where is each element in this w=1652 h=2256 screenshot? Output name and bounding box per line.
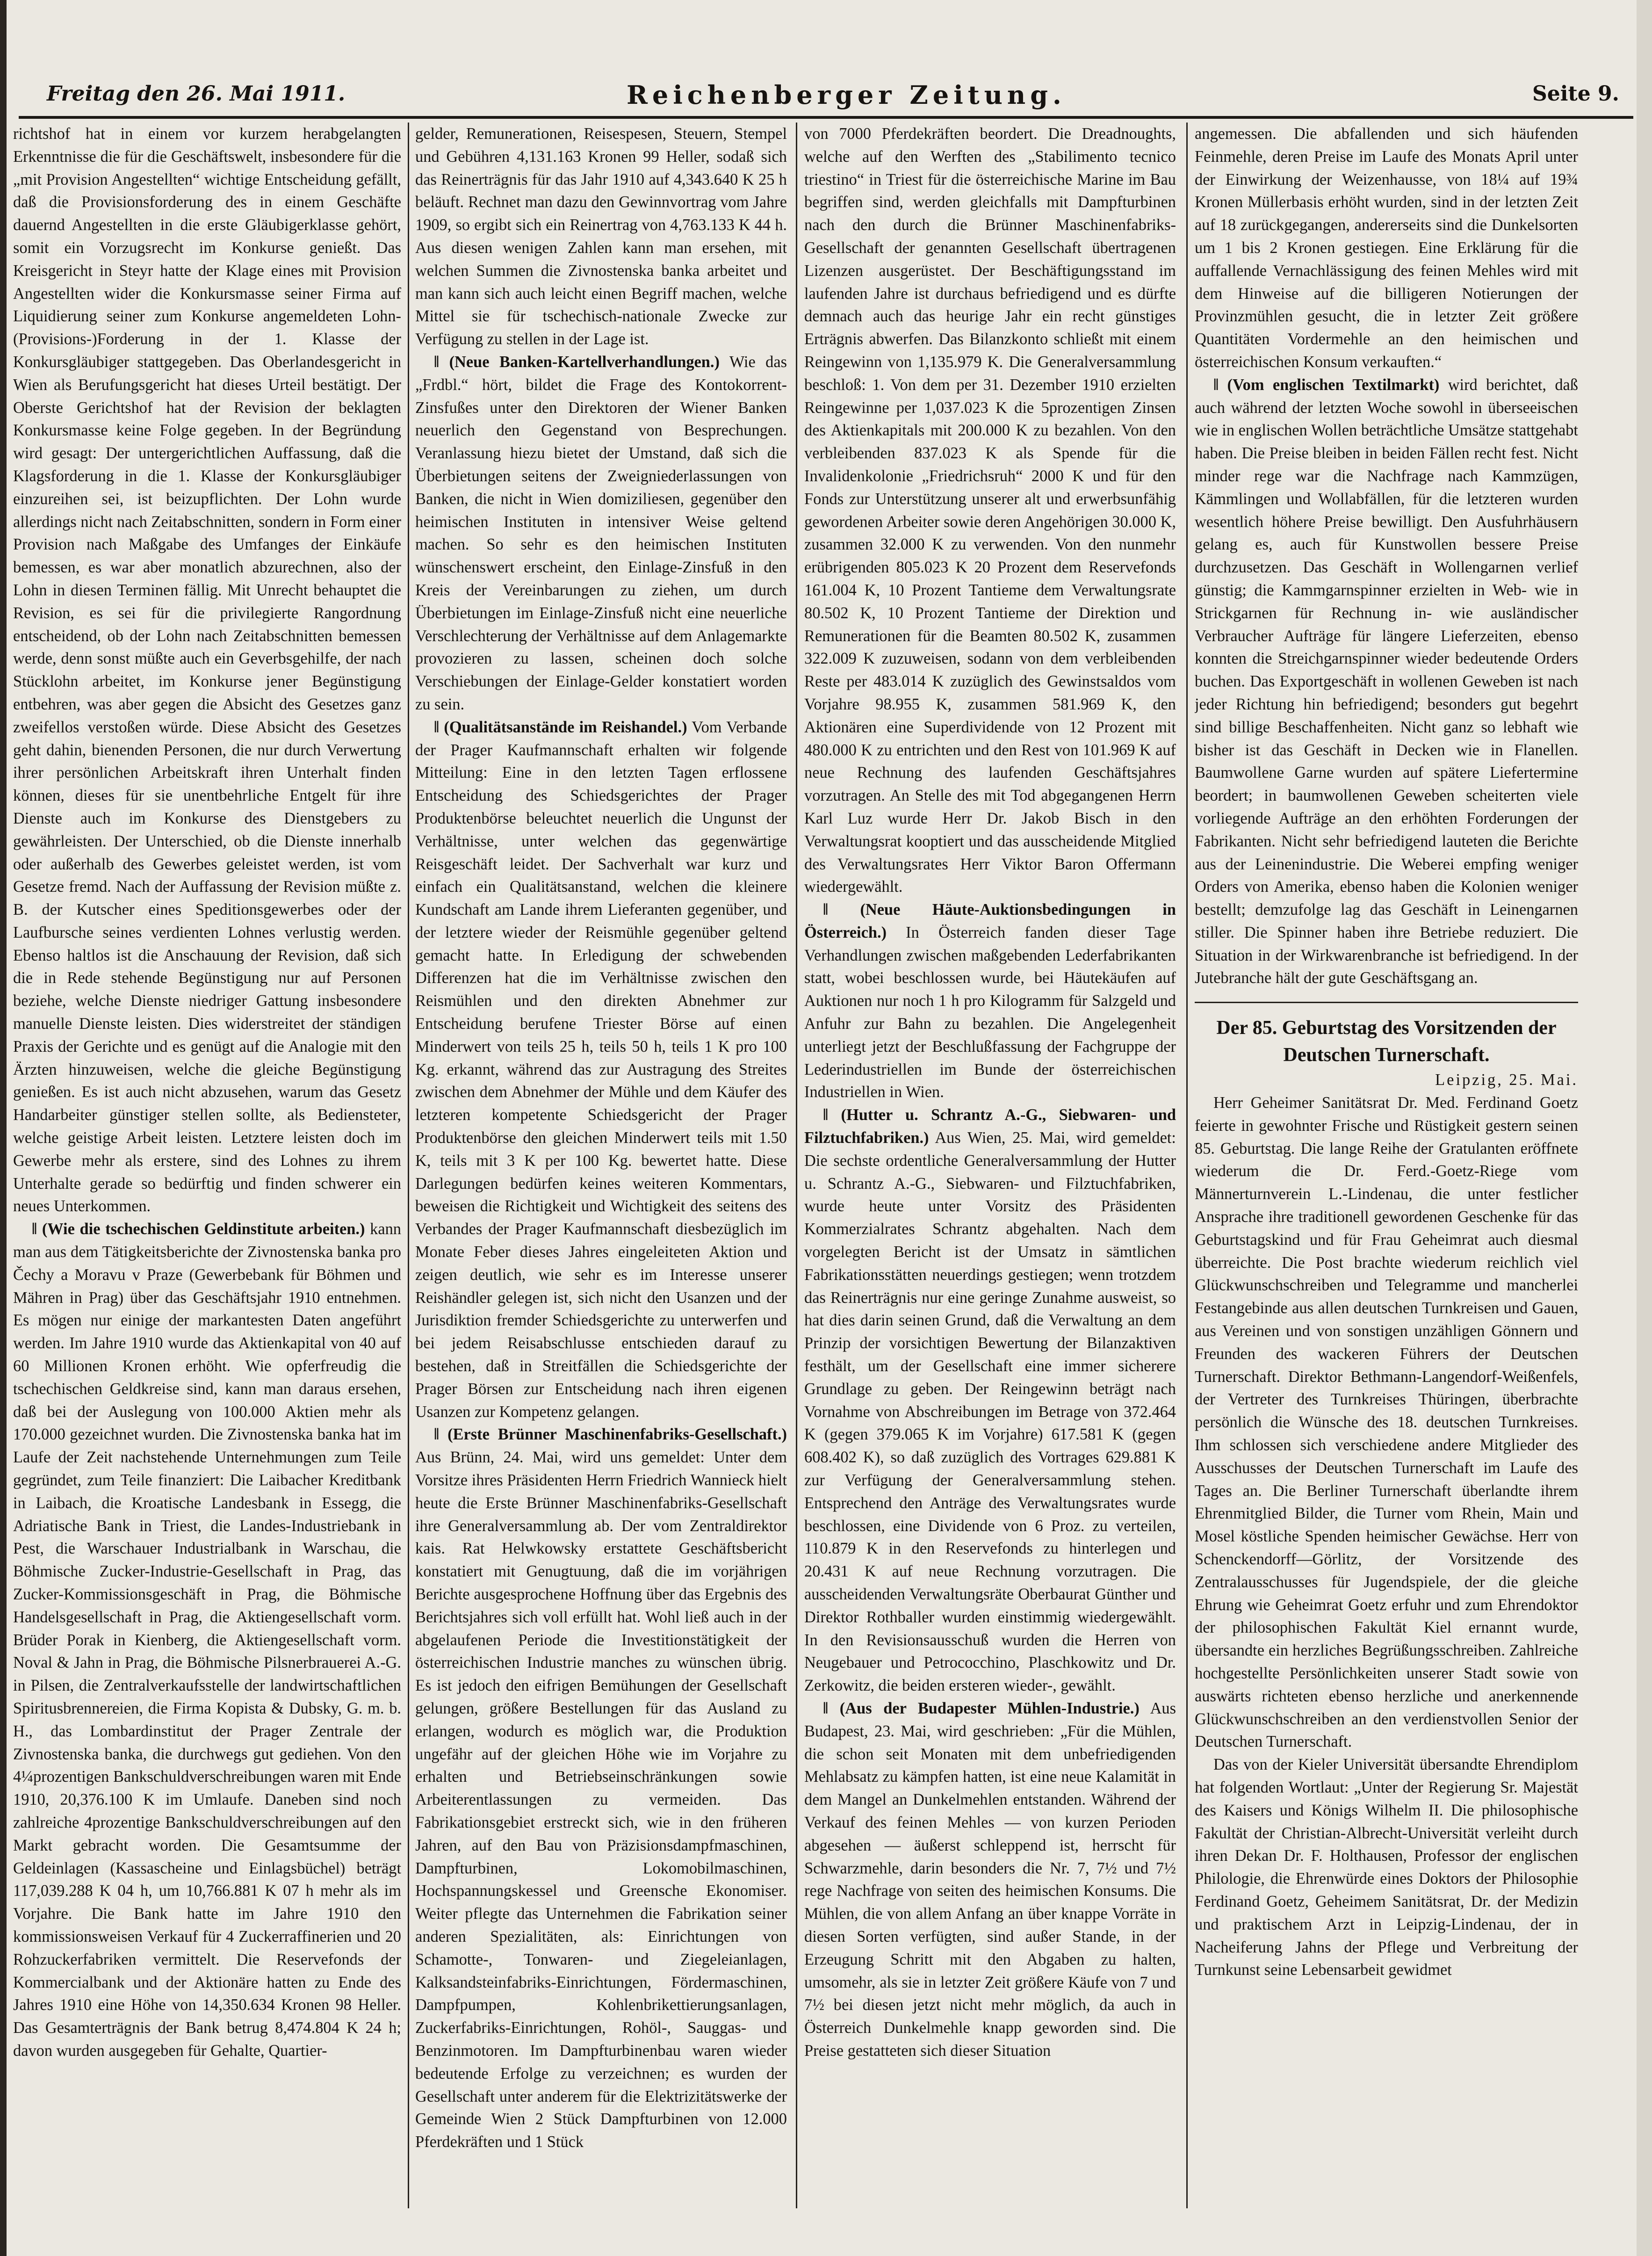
article-heading: (Erste Brünner Maschinenfabriks-Gesellschaft.) [447, 1425, 787, 1444]
article-heading: (Neue Banken-Kartellverhandlungen.) [449, 353, 720, 371]
article-paragraph [415, 716, 787, 1424]
section-marker: ‖ [434, 353, 449, 371]
section-rule [1195, 1002, 1578, 1003]
page-header [19, 82, 1633, 115]
article-text: Wie das „Frdbl.“ hört, bildet die Frage des Kontokorrent-Zinsfußes unter den Direktoren der Wiener Banken neuerlich den Gegenstand von Besprechungen. Veranlassung hiezu bietet der Umstand, daß sich die Überbietungen seitens der Zweigniederlassungen von Banken, die nicht in Wien domiziliesen, gegenüber den heimischen Instituten in intensiver Weise geltend machen. So sehr es den heimischen Instituten wünschenswert erscheint, den Einlage-Zinsfuß in den Kreis der Vereinbarungen zu ziehen, um durch Überbietungen im Einlage-Zinsfuß nicht eine neuerliche Verschlechterung der Verhältnisse auf dem Anlagemarkte provozieren zu lassen, scheinen doch solche Verschiebungen der Einlage-Gelder konstatiert worden zu sein. [415, 353, 787, 713]
column-divider [1186, 123, 1188, 2208]
scan-edge [0, 0, 7, 2256]
section-marker: ‖ [1213, 376, 1227, 394]
article-text: Herr Geheimer Sanitätsrat Dr. Med. Ferdinand Goetz feierte in gewohnter Frische und Rüstigkeit gestern seinen 85. Geburtstag. Die lange Reihe der Gratulanten eröffnete wiederum die Dr. Ferd.-Goetz-Riege vom Männerturnverein L.-Lindenau, die unter festlicher Ansprache ihre traditionell gewordenen Geschenke für das Geburtstagskind und für Frau Geheimrat auch diesmal überreichte. Die Post brachte wiederum reichlich viel Glückwunschschreiben und Telegramme und mancherlei Festangebinde aus allen deutschen Turnkreisen und Gauen, aus Vereinen und von sonstigen unzähligen Gönnern und Freunden des wackeren Führers der Deutschen Turnerschaft. Direktor Bethmann-Langendorf-Weißenfels, der Vertreter des Turnkreises Thüringen, überbrachte persönlich die Wünsche des 18. deutschen Turnkreises. Ihm schlossen sich verschiedene andere Mitglieder des Ausschusses der Deutschen Turnerschaft im Laufe des Tages an. Die Berliner Turnerschaft überlandte ihrem Ehrenmitglied Bilder, die Turner vom Rhein, Main und Mosel köstliche Spenden heimischer Gewächse. Herr von Schenckendorff—Görlitz, der Vorsitzende des Zentralausschusses für Jugendspiele, der die gleiche Ehrung wie Geheimrat Goetz erfuhr und zum Ehrendoktor der philosophischen Fakultät Kiel ernannt wurde, übersandte ein herzliches Begrüßungsschreiben. Zahlreiche hochgestellte Persönlichkeiten unserer Stadt sowie von auswärts richteten ebenso herzliche und anerkennende Glückwunschschreiben an den verdienstvollen Senior der Deutschen Turnerschaft. [1195, 1094, 1578, 1751]
article-headline: Der 85. Geburtstag des Vorsitzenden der Deutschen Turnerschaft. [1216, 1017, 1557, 1066]
article-paragraph [804, 898, 1176, 1104]
article-text: richtshof hat in einem vor kurzem herabgelangten Erkenntnisse die für die Geschäftswelt, insbesondere für die „mit Provision Angestellten“ wichtige Entscheidung gefällt, daß die Provisionsforderung des in einem Geschäfte dauernd Angestellten in die erste Gläubigerklasse gehört, somit ein Vorzugsrecht im Konkurse genießt. Das Kreisgericht in Steyr hatte der Klage eines mit Provision Angestellten wider die Konkursmasse seiner Firma auf Liquidierung seiner zum Konkurse angemeldeten Lohn-(Provisions-)Forderung in der 1. Klasse der Konkursgläubiger stattgegeben. Das Oberlandesgericht in Wien als Berufungsgericht hat dieses Urteil bestätigt. Der Oberste Gerichtshof hat der Revision der beklagten Konkursmasse keine Folge gegeben. In der Begründung wird gesagt: Der untergerichtlichen Auffassung, daß die Klagsforderung in die 1. Klasse der Konkursgläubiger einzureihen sei, ist beizupflichten. Der Lohn wurde allerdings nicht nach Zeitabschnitten, sondern in Form einer Provision nach Maßgabe des Umfanges der Einkäufe bemessen, es war aber monatlich abzurechnen, also der Lohn in diesen Terminen fällig. Mit Unrecht behauptet die Revision, es sei für die privilegierte Rangordnung entscheidend, ob der Lohn nach Zeitabschnitten bemessen werde, denn sonst müßte auch ein Geverbsgehilfe, der nach Stücklohn arbeitet, im Konkurse jener Begünstigung entbehren, was aber gegen die Absicht des Gesetzes ganz zweifellos verstoßen würde. Diese Absicht des Gesetzes geht dahin, bienenden Personen, die nur durch Verwertung ihrer persönlichen Arbeitskraft ihren Unterhalt finden können, dieses für sie unentbehrliche Entgelt für ihre Dienste auch im Konkurse des Dienstgebers zu gewährleisten. Der Unterschied, ob die Dienste innerhalb oder außerhalb des Gewerbes geleistet werden, ist vom Gesetze fremd. Nach der Auffassung der Revision müßte z. B. der Kutscher eines Speditionsgewerbes oder der Laufbursche seines verdienten Lohnes verlustig werden. Ebenso haltlos ist die Anschauung der Revision, daß sich die in Rede stehende Begünstigung nur auf Personen beziehe, welche Dienste niedriger Gattung insbesondere manuelle Dienste leisten. Dies widerstreitet der ständigen Praxis der Gerichte und es genügt auf die Analogie mit den Ärzten hinzuweisen, welche die gleiche Begünstigung genießen. Es ist auch nicht abzusehen, warum das Gesetz Handarbeiter günstiger stellen sollte, als Bediensteter, welche geistige Arbeit leisten. Letztere leisten doch im Gewerbe mehr als erstere, sind des Lohnes zu ihrem Unterhalte gerade so bedürftig und finden schwerer ein neues Unterkommen. [13, 125, 401, 1215]
page-number: Seite 9. [1532, 82, 1619, 106]
article-heading: (Qualitätsanstände im Reishandel.) [444, 718, 687, 736]
header-rule [19, 116, 1633, 119]
section-marker: ‖ [823, 1699, 840, 1717]
section-marker: ‖ [823, 1106, 841, 1124]
article-text: gelder, Remunerationen, Reisespesen, Steuern, Stempel und Gebühren 4,131.163 Kronen 99 Heller, sodaß sich das Reinerträgnis für das Jahr 1910 auf 4,343.640 K 25 h beläuft. Rechnet man dazu den Gewinnvortrag vom Jahre 1909, so ergibt sich ein Reinertrag von 4,763.133 K 44 h. Aus diesen wenigen Zahlen kann man ersehen, mit welchen Summen die Zivnostenska banka arbeitet und man kann sich auch leicht einen Begriff machen, welche Mittel sie für tschechisch-nationale Zwecke zur Verfügung zu stellen in der Lage ist. [415, 125, 787, 348]
column-3 [804, 123, 1176, 2199]
section-marker: ‖ [32, 1220, 42, 1238]
article-text: Das von der Kieler Universität übersandte Ehrendiplom hat folgenden Wortlaut: „Unter der Regierung Sr. Majestät des Kaisers und Königs Wilhelm II. Die philosophische Fakultät der Christian-Albrecht-Universität verleiht durch ihren Dekan Dr. F. Holthausen, Professor der englischen Philologie, die Ehrenwürde eines Doktors der Philosophie Ferdinand Goetz, Geheimem Sanitätsrat, Dr. der Medizin und praktischem Arzt in Leipzig-Lindenau, der in Nacheiferung Jahns der Pflege und Verbreitung der Turnkunst seine Lebensarbeit gewidmet [1195, 1756, 1578, 1979]
column-divider [796, 123, 797, 2208]
newspaper-title: Reichenberger Zeitung. [627, 80, 1066, 110]
article-text: Aus Budapest, 23. Mai, wird geschrieben: „Für die Mühlen, die schon seit Monaten mit dem unbefriedigenden Mehlabsatz zu kämpfen hatten, ist eine neue Kalamität in dem Mangel an Dunkelmehlen entstanden. Während der Verkauf des feinen Mehles — von kurzen Perioden abgesehen — äußerst schleppend ist, herrscht für Schwarzmehle, darin besonders die Nr. 7, 7½ und 7½ rege Nachfrage von seiten des heimischen Konsums. Die Mühlen, die von allem Anfang an über knappe Vorräte in diesen Sorten verfügten, sind außer Stande, in der Erzeugung Schritt mit den Abgaben zu halten, umsomehr, als sie in letzter Zeit größere Käufe von 7 und 7½ bei diesen jetzt nicht mehr möglich, da auch in Österreich Dunkelmehle knapp geworden sind. Die Preise gestatteten sich dieser Situation [804, 1699, 1176, 2060]
column-1 [13, 123, 401, 2199]
section-marker: ‖ [434, 718, 444, 736]
article-heading: (Vom englischen Textilmarkt) [1227, 376, 1440, 394]
article-heading: (Wie die tschechischen Geldinstitute arbeiten.) [42, 1220, 365, 1238]
article-text: Aus Brünn, 24. Mai, wird uns gemeldet: Unter dem Vorsitze ihres Präsidenten Herrn Friedrich Wannieck hielt heute die Erste Brünner Maschinenfabriks-Gesellschaft ihre Generalversammlung ab. Der vom Zentraldirektor kais. Rat Helwkowsky erstattete Geschäftsbericht konstatiert mit Genugtuung, daß die im vorjährigen Berichte ausgesprochene Hoffnung über das Ergebnis des Berichtsjahres sich voll erfüllt hat. Wohl ließ auch in der abgelaufenen Periode die Investitionstätigkeit der österreichischen Industrie manches zu wünschen übrig. Es ist jedoch den eifrigen Bemühungen der Gesellschaft gelungen, größere Bestellungen für das Ausland zu erlangen, wodurch es möglich war, die Produktion ungefähr auf der gleichen Höhe wie im Vorjahre zu erhalten und Betriebseinschränkungen sowie Arbeiterentlassungen zu vermeiden. Das Fabrikationsgebiet erstreckt sich, wie in den früheren Jahren, auf den Bau von Präzisionsdampfmaschinen, Dampfturbinen, Lokomobilmaschinen, Hochspannungskessel und Greensche Ekonomiser. Weiter pflegte das Unternehmen die Fabrikation seiner anderen Spezialitäten, als: Einrichtungen von Schamotte-, Tonwaren- und Ziegeleianlagen, Kalksandsteinfabriks-Einrichtungen, Fördermaschinen, Dampfpumpen, Kohlenbrikettierungsanlagen, Zuckerfabriks-Einrichtungen, Rohöl-, Sauggas- und Benzinmotoren. Im Dampfturbinenbau waren wieder bedeutende Erfolge zu verzeichnen; es wurden der Gesellschaft unter anderem für die Elektrizitätswerke der Gemeinde Wien 2 Stück Dampfturbinen von 12.000 Pferdekräften und 1 Stück [415, 1448, 787, 2151]
article-heading: (Hutter u. Schrantz A.-G., Siebwaren- und Filztuchfabriken.) [804, 1106, 1176, 1147]
article-text: In Österreich fanden dieser Tage Verhandlungen zwischen maßgebenden Lederfabrikanten statt, wobei beschlossen wurde, bei Häutekäufen auf Auktionen nur noch 1 h pro Kilogramm für Salzgeld und Anfuhr zur Bahn zu bezahlen. Die Angelegenheit unterliegt jetzt der Beschlußfassung der Fachgruppe der Lederindustriellen im Bunde der österreichischen Industriellen in Wien. [804, 923, 1176, 1101]
column-divider [408, 123, 409, 2208]
article-text: kann man aus dem Tätigkeitsberichte der Zivnostenska banka pro Čechy a Moravu v Praze (Gewerbebank für Böhmen und Mähren in Prag) über das Geschäftsjahr 1910 entnehmen. Es mögen nur einige der markantesten Daten angeführt werden. Im Jahre 1910 wurde das Aktienkapital von 40 auf 60 Millionen Kronen erhöht. Wie opferfreudig die tschechischen Geldkreise sind, kann man daraus ersehen, daß bei der Auslegung von 100.000 Aktien mehr als 170.000 gezeichnet wurden. Die Zivnostenska banka hat im Laufe der Zeit nachstehende Unternehmungen zum Teile gegründet, zum Teile finanziert: Die Laibacher Kreditbank in Laibach, die Kroatische Landesbank in Essegg, die Adriatische Bank in Triest, die Landes-Industriebank in Pest, die Warschauer Industrialbank in Warschau, die Böhmische Zucker-Industrie-Gesellschaft in Prag, das Zucker-Kommissionsgeschäft in Prag, die Böhmische Handelsgesellschaft in Prag, die Aktiengesellschaft vorm. Brüder Porak in Kienberg, die Aktiengesellschaft vorm. Noval & Jahn in Prag, die Böhmische Pilsnerbrauerei A.-G. in Pilsen, die Zentralverkaufsstelle der landwirtschaftlichen Spiritusbrennereien, die Firma Kopista & Dubsky, G. m. b. H., das Lombardinstitut der Prager Zentrale der Zivnostenska banka, die durchwegs gut gediehen. Von den 4¼prozentigen Bankschuldverschreibungen waren mit Ende 1910, 20,376.100 K im Umlaufe. Daneben sind noch zahlreiche 4prozentige Bankschuldverschreibungen auf den Markt gebracht worden. Die Gesamtsumme der Geldeinlagen (Kassascheine und Einlagsbüchel) beträgt 117,039.288 K 04 h, um 10,766.881 K 07 h mehr als im Vorjahre. Die Bank hatte im Jahre 1910 den kommissionsweisen Verkauf für 4 Zuckerraffinerien und 20 Rohzuckerfabriken vermittelt. Die Reservefonds der Kommercialbank und der Aktionäre hatten zu Ende des Jahres 1910 eine Höhe von 14,350.634 Kronen 98 Heller. Das Gesamterträgnis der Bank betrug 8,474.804 K 24 h; davon wurden ausgegeben für Gehalte, Quartier- [13, 1220, 401, 2060]
column-4 [1195, 123, 1578, 2199]
section-marker: ‖ [434, 1425, 448, 1444]
article-heading: (Neue Häute-Auktionsbedingungen in Österreich.) [804, 901, 1176, 941]
article-paragraph [415, 351, 787, 716]
article-text: Vom Verbande der Prager Kaufmannschaft erhalten wir folgende Mitteilung: Eine in den letzten Tagen erflossene Entscheidung des Schiedsgerichtes der Prager Produktenbörse beleuchtet neuerlich die Ungunst der Verhältnisse, unter welchen das gegenwärtige Reisgeschäft leidet. Der Sachverhalt war kurz und einfach ein Qualitätsanstand, welchen die kleinere Kundschaft am Lande ihrem Lieferanten gegenüber, und der letztere wieder der Reismühle gegenüber geltend gemacht hatte. In Erledigung der schwebenden Differenzen hat die im Verhältnisse zwischen den Reismühlen und den direkten Abnehmer zur Entscheidung berufene Triester Börse auf einen Minderwert von teils 25 h, teils 50 h, teils 1 K pro 100 Kg. erkannt, während das zur Austragung des Streites zwischen dem Abnehmer der Mühle und dem Käufer des letzteren kompetente Schiedsgericht der Prager Produktenbörse den gleichen Minderwert teils mit 1.50 K, teils mit 3 K per 100 Kg. bewertet hatte. Diese Darlegungen bedürfen keines weiteren Kommentars, beweisen die Richtigkeit und Wichtigkeit des seitens des Verbandes der Prager Kaufmannschaft diesbezüglich im Monate Feber dieses Jahres eingeleiteten Aktion und zeigen deutlich, wie sehr es im Interesse unserer Reishändler gelegen ist, sich nicht den Usanzen und der Jurisdiktion fremder Schiedsgerichte zu unterwerfen und bei jedem Reisabschlusse entschieden darauf zu bestehen, daß in Streitfällen die Schiedsgerichte der Prager Börsen zur Entscheidung nach ihren eigenen Usanzen zur Kompetenz gelangen. [415, 718, 787, 1421]
article-text: Aus Wien, 25. Mai, wird gemeldet: Die sechste ordentliche Generalversammlung der Hutter u. Schrantz A.-G., Siebwaren- und Filztuchfabriken, wurde heute unter Vorsitz des Präsidenten Kommerzialrates Schrantz abgehalten. Nach dem vorgelegten Bericht ist der Umsatz in sämtlichen Fabrikationsstätten neuerdings gestiegen; wenn trotzdem das Reinerträgnis nur eine geringe Zunahme ausweist, so hat dies darin seinen Grund, daß die Verwaltung an dem Prinzip der vorsichtigen Bewertung der Bilanzaktiven festhält, um der Gesellschaft eine immer sicherere Grundlage zu geben. Der Reingewinn beträgt nach Vornahme von Abschreibungen im Betrage von 372.464 K (gegen 379.065 K im Vorjahre) 617.581 K (gegen 608.402 K), so daß zuzüglich des Vortrages 629.881 K zur Verfügung der Generalversammlung stehen. Entsprechend den Anträge des Verwaltungsrates wurde beschlossen, eine Dividende von 6 Proz. zu verteilen, 110.879 K in den Reservefonds zu hinterlegen und 20.431 K auf neue Rechnung vorzutragen. Die ausscheidenden Verwaltungsräte Oberbaurat Günther und Direktor Rothballer wurden einstimmig wiedergewählt. In den Revisionsausschuß wurden die Herren von Neugebauer und Petrococchino, Plaschkowitz und Dr. Zerkowitz, die beiden ersteren wieder-, gewählt. [804, 1129, 1176, 1695]
article-paragraph [1195, 374, 1578, 990]
article-paragraph [804, 1697, 1176, 2062]
issue-date: Freitag den 26. Mai 1911. [47, 82, 346, 106]
section-marker: ‖ [823, 901, 860, 919]
article-paragraph [415, 1423, 787, 2154]
article-text: wird berichtet, daß auch während der letzten Woche sowohl in überseeischen wie in englischen Wollen beträchtliche Umsätze stattgehabt haben. Die Preise bleiben in beiden Fällen recht fest. Nicht minder rege war die Nachfrage nach Kammzügen, Kämmlingen und Wollabfällen, für die letzteren wurden wesentlich höhere Preise bewilligt. Den Ausfuhrhäusern gelang es, auch für Kunstwollen bessere Preise durchzusetzen. Das Geschäft in Wollengarnen verlief günstig; die Kammgarnspinner erzielten in Web- wie in Strickgarnen für Rechnung in- wie ausländischer Verbraucher Aufträge für längere Lieferzeiten, ebenso konnten die Streichgarnspinner wieder bedeutende Orders buchen. Das Exportgeschäft in wollenen Geweben ist nach jeder Richtung hin befriedigend; besonders gut begehrt sind billige Beschaffenheiten. Nicht ganz so lebhaft wie bisher ist das Geschäft in Decken wie in Flanellen. Baumwollene Garne wurden auf spätere Liefertermine beordert; in baumwollenen Geweben scheiterten viele vorliegende Aufträge an den erhöhten Forderungen der Fabrikanten. Nicht sehr befriedigend lauteten die Berichte aus der Leinenindustrie. Die Weberei empfing weniger Orders von Amerika, ebenso haben die Kolonien weniger bestellt; demzufolge lag das Geschäft in Leinengarnen stiller. Die Spinner haben ihre Betriebe reduziert. Die Situation in der Wirkwarenbranche ist befriedigend. In der Jutebranche hält der gute Geschäftsgang an. [1195, 376, 1578, 987]
article-paragraph [13, 1218, 401, 2062]
article-text: angemessen. Die abfallenden und sich häufenden Feinmehle, deren Preise im Laufe des Monats April unter der Einwirkung der Weizenhausse, von 18¼ auf 19¾ Kronen Müllerbasis erhöht wurden, sind in der letzten Zeit auf 18 zurückgegangen, andererseits sind die Dunkelsorten um 1 bis 2 Kronen gestiegen. Eine Erklärung für die auffallende Vernachlässigung des feinen Mehles wird mit dem Hinweise auf die billigeren Notierungen der Provinzmühlen gesucht, die in letzter Zeit größere Quantitäten Vordermehle an den heimischen und österreichischen Konsum verkauften.“ [1195, 125, 1578, 371]
article-text: von 7000 Pferdekräften beordert. Die Dreadnoughts, welche auf den Werften des „Stabilimento tecnico triestino“ in Triest für die österreichische Marine im Bau begriffen sind, werden gleichfalls mit Dampfturbinen nach den durch die Brünner Maschinenfabriks-Gesellschaft der genannten Gesellschaft übertragenen Lizenzen ausgerüstet. Der Beschäftigungsstand im laufenden Jahre ist durchaus befriedigend und es dürfte demnach auch das heurige Jahr ein recht günstiges Erträgnis abwerfen. Das Bilanzkonto schließt mit einem Reingewinn von 1,135.979 K. Die Generalversammlung beschloß: 1. Von dem per 31. Dezember 1910 erzielten Reingewinne per 1,037.023 K die 5prozentigen Zinsen des Aktienkapitals mit 200.000 K zu bezahlen. Von den verbleibenden 837.023 K als Spende für die Invalidenkolonie „Friedrichsruh“ 2000 K und für den Fonds zur Unterstützung unserer alt und erwerbsunfähig gewordenen Arbeiter sowie deren Angehörigen 30.000 K, zusammen 32.000 K zu verwenden. Von den nunmehr erübrigenden 805.023 K 20 Prozent dem Reservefonds 161.004 K, 10 Prozent Tantieme dem Verwaltungsrate 80.502 K, 10 Prozent Tantieme der Direktion und Remunerationen für die Beamten 80.502 K, zusammen 322.009 K zuzuweisen, sodann von dem verbleibenden Reste per 483.014 K zuzüglich des Gewinstsaldos vom Vorjahre 98.955 K, zusammen 581.969 K, den Aktionären eine Superdividende von 12 Prozent mit 480.000 K zu entrichten und den Rest von 101.969 K auf neue Rechnung des laufenden Geschäftsjahres vorzutragen. An Stelle des mit Tod abgegangenen Herrn Karl Luz wurde Herr Dr. Jakob Bisch in den Verwaltungsrat kooptiert und das ausscheidende Mitglied des Verwaltungsrates Herr Viktor Baron Offermann wiedergewählt. [804, 125, 1176, 896]
scan-margin [1637, 0, 1652, 2256]
article-paragraph [804, 1104, 1176, 1697]
column-2 [415, 123, 787, 2199]
article-dateline: Leipzig, 25. Mai. [1435, 1071, 1578, 1089]
article-heading: (Aus der Budapester Mühlen-Industrie.) [839, 1699, 1140, 1717]
